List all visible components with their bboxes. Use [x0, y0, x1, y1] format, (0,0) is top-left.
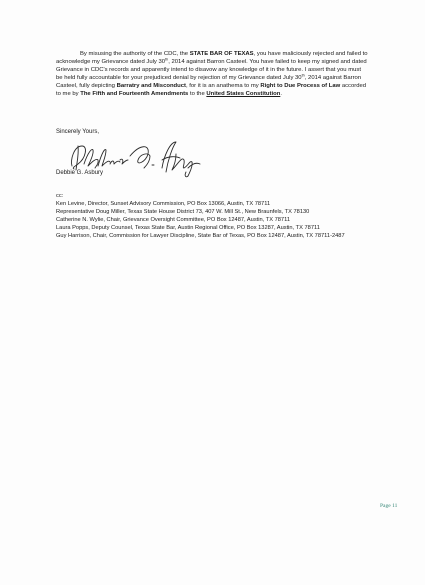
cc-recipient: Catherine N. Wylie, Chair, Grievance Oversight Committee, PO Box 12487, Austin, TX 78711 [56, 217, 290, 224]
body-text-run: , you have maliciously rejected and failed to acknowledge my Grievance dated July 30 [56, 51, 368, 66]
cc-recipient: Laura Popps, Deputy Counsel, Texas State Bar, Austin Regional Office, PO Box 13287, Austin, TX 78711 [56, 225, 320, 232]
body-text-run: By misusing the authority of the CDC, the [80, 51, 190, 57]
ordinal-suffix: th [165, 57, 169, 62]
body-text-run: , 2014 against Barron Casteel, fully depicting [56, 75, 362, 90]
body-text-run: , for it is an anathema to my [185, 83, 261, 90]
closing-salutation: Sincerely Yours, [56, 129, 100, 135]
body-text-run: , 2014 against Barron Casteel. You have failed to keep my signed and dated Grievance in CDC's records and apparently intend to disavow any knowledge of it in the future. I assert that you must be held fully accountable for your prejudiced denial by rejection of my Grievance dated July 30 [56, 59, 367, 82]
body-text-run: accorded to me by [56, 83, 367, 98]
ordinal-suffix: th [301, 73, 305, 78]
body-bold-constitution [206, 91, 280, 97]
cc-recipient: Guy Harrison, Chair, Commission for Lawyer Discipline, State Bar of Texas, PO Box 12487, Austin, TX 78711-2487 [56, 233, 345, 240]
letter-body-paragraph [56, 50, 368, 99]
body-underline-constitution: United States Constitution [206, 91, 281, 98]
cc-list [56, 193, 376, 241]
body-bold-due-process: Right to Due Process of Law [260, 83, 341, 90]
cc-recipient: Representative Doug Miller, Texas State House District 73, 407 W. Mill St., New Braunfels, TX 78130 [56, 209, 310, 216]
body-bold-state-bar: STATE BAR OF TEXAS [189, 51, 254, 57]
body-bold-amendments: The Fifth and Fourteenth Amendments [80, 91, 189, 98]
body-bold-barratry: Barratry and Misconduct [116, 83, 186, 90]
body-text-run: . [280, 91, 282, 98]
signer-name: Debbie G. Asbury [56, 170, 104, 176]
page-number: Page 11 [380, 503, 398, 509]
body-text-run: to the [188, 91, 207, 98]
cc-label: cc: [56, 193, 64, 199]
cc-recipient: Ken Levine, Director, Sunset Advisory Commission, PO Box 13066, Austin, TX 78711 [56, 201, 271, 208]
